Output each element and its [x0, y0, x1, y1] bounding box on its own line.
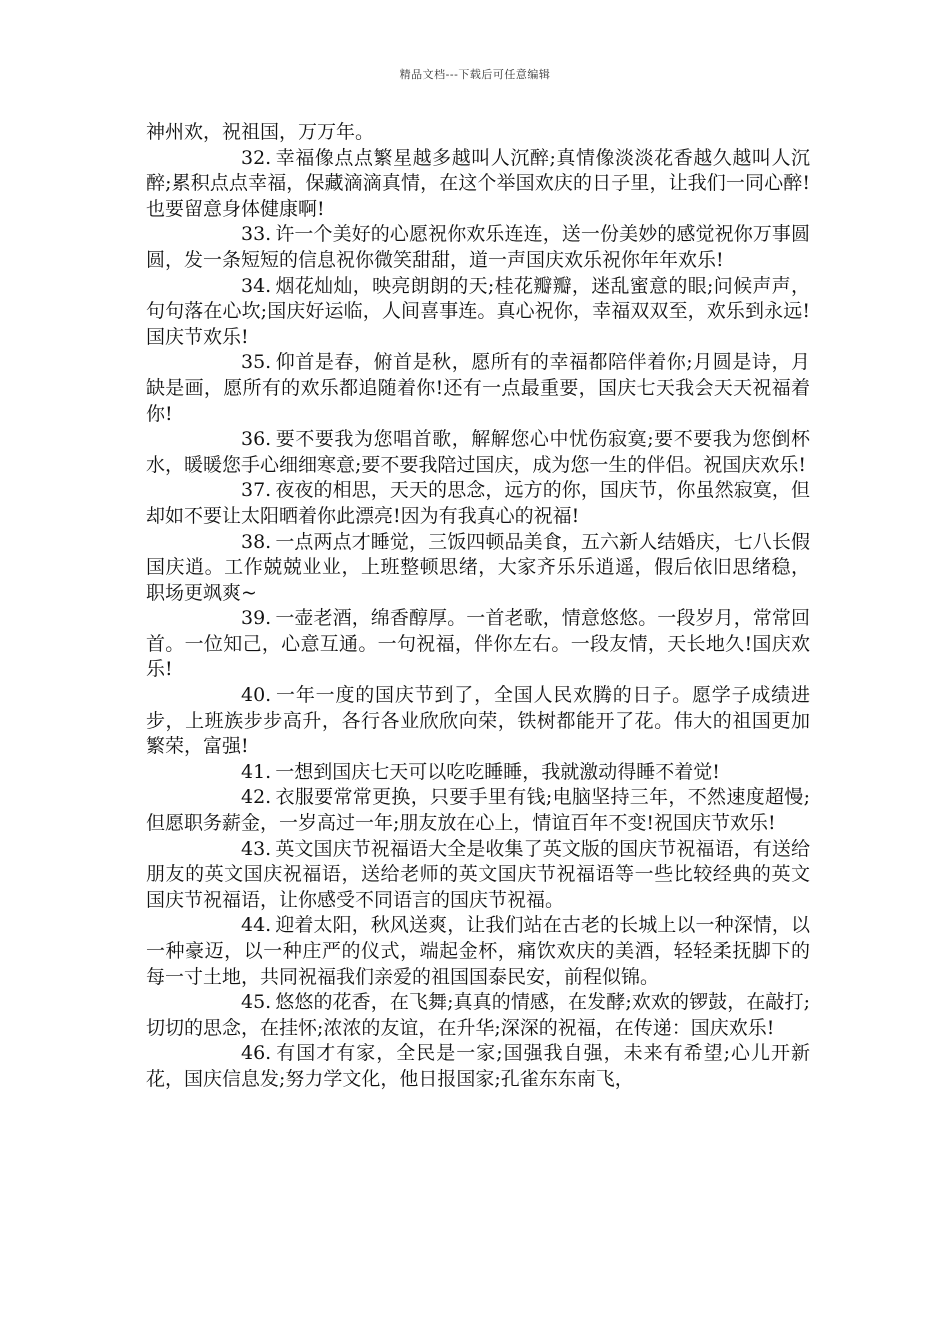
- paragraph: [146, 760, 810, 786]
- paragraph: [146, 427, 810, 478]
- paragraph: [146, 350, 810, 427]
- paragraph: [146, 913, 810, 990]
- paragraph-number: 45.: [241, 991, 272, 1014]
- paragraph-text: 一壶老酒，绵香醇厚。一首老歌，情意悠悠。一段岁月，常常回首。一位知己，心意互通。一句祝福，伴你左右。一段友情，天长地久!国庆欢乐!: [146, 607, 810, 681]
- paragraph-text: 一年一度的国庆节到了，全国人民欢腾的日子。愿学子成绩进步，上班族步步高升，各行各业欣欣向荣，铁树都能开了花。伟大的祖国更加繁荣，富强!: [146, 684, 810, 758]
- paragraph-number: 32.: [241, 146, 272, 169]
- paragraph: [146, 785, 810, 836]
- paragraph-text: 英文国庆节祝福语大全是收集了英文版的国庆节祝福语，有送给朋友的英文国庆祝福语，送给老师的英文国庆节祝福语等一些比较经典的英文国庆节祝福语，让你感受不同语言的国庆节祝福。: [146, 837, 810, 911]
- paragraph: [146, 478, 810, 529]
- paragraph-number: 33.: [241, 223, 272, 246]
- paragraph-number: 34.: [241, 274, 272, 297]
- document-body: [146, 120, 810, 1093]
- paragraph-text: 幸福像点点繁星越多越叫人沉醉;真情像淡淡花香越久越叫人沉醉;累积点点幸福，保藏滴滴真情，在这个举国欢庆的日子里，让我们一同心醉!也要留意身体健康啊!: [146, 146, 810, 220]
- paragraph-number: 42.: [241, 786, 272, 809]
- paragraph-text: 烟花灿灿，映亮朗朗的天;桂花瓣瓣，迷乱蜜意的眼;问候声声，句句落在心坎;国庆好运临，人间喜事连。真心祝你，幸福双双至，欢乐到永远!国庆节欢乐!: [146, 274, 810, 348]
- page-header: 精品文档---下载后可任意编辑: [399, 68, 551, 81]
- paragraph-number: 35.: [241, 351, 272, 374]
- paragraph-number: 40.: [241, 684, 272, 707]
- paragraph-text: 许一个美好的心愿祝你欢乐连连，送一份美妙的感觉祝你万事圆圆，发一条短短的信息祝你微笑甜甜，道一声国庆欢乐祝你年年欢乐!: [146, 223, 810, 271]
- paragraph: [146, 146, 810, 223]
- paragraph-text: 衣服要常常更换，只要手里有钱;电脑坚持三年，不然速度超慢;但愿职务薪金，一岁高过一年;朋友放在心上，情谊百年不变!祝国庆节欢乐!: [146, 786, 810, 835]
- paragraph-text: 神州欢，祝祖国，万万年。: [146, 121, 375, 143]
- paragraph-text: 有国才有家，全民是一家;国强我自强，未来有希望;心儿开新花，国庆信息发;努力学文化，他日报国家;孔雀东东南飞，: [146, 1042, 810, 1090]
- paragraph-text: 一想到国庆七天可以吃吃睡睡，我就激动得睡不着觉!: [275, 760, 720, 783]
- paragraph-number: 46.: [241, 1042, 272, 1065]
- paragraph-text: 迎着太阳，秋风送爽，让我们站在古老的长城上以一种深情，以一种豪迈，以一种庄严的仪式，端起金杯，痛饮欢庆的美酒，轻轻柔抚脚下的每一寸土地，共同祝福我们亲爱的祖国国泰民安，前程似锦。: [146, 914, 810, 988]
- paragraph: [146, 120, 810, 146]
- paragraph-number: 38.: [241, 530, 272, 553]
- paragraph-number: 41.: [241, 760, 272, 783]
- paragraph: [146, 837, 810, 914]
- paragraph-text: 一点两点才睡觉，三饭四顿品美食，五六新人结婚庆，七八长假国庆逍。工作兢兢业业，上班整顿思绪，大家齐乐乐逍遥，假后依旧思绪稳，职场更飒爽~: [146, 530, 810, 604]
- paragraph-text: 悠悠的花香，在飞舞;真真的情感，在发酵;欢欢的锣鼓，在敲打;切切的思念，在挂怀;浓浓的友谊，在升华;深深的祝福，在传递：国庆欢乐!: [146, 991, 810, 1039]
- paragraph-number: 43.: [241, 837, 272, 860]
- paragraph: [146, 1041, 810, 1092]
- paragraph: [146, 222, 810, 273]
- paragraph: [146, 990, 810, 1041]
- paragraph-number: 36.: [241, 428, 272, 451]
- paragraph-text: 夜夜的相思，天天的思念，远方的你，国庆节，你虽然寂寞，但却如不要让太阳晒着你此漂亮!因为有我真心的祝福!: [146, 479, 810, 527]
- paragraph-number: 44.: [241, 914, 272, 937]
- paragraph: [146, 683, 810, 760]
- paragraph-text: 仰首是春，俯首是秋，愿所有的幸福都陪伴着你;月圆是诗，月缺是画，愿所有的欢乐都追随着你!还有一点最重要，国庆七天我会天天祝福着你!: [146, 351, 810, 425]
- paragraph-number: 37.: [241, 479, 272, 502]
- paragraph: [146, 274, 810, 351]
- paragraph-text: 要不要我为您唱首歌，解解您心中忧伤寂寞;要不要我为您倒杯水，暖暖您手心细细寒意;要不要我陪过国庆，成为您一生的伴侣。祝国庆欢乐!: [146, 428, 810, 476]
- paragraph-number: 39.: [241, 607, 272, 630]
- paragraph: [146, 606, 810, 683]
- paragraph: [146, 530, 810, 607]
